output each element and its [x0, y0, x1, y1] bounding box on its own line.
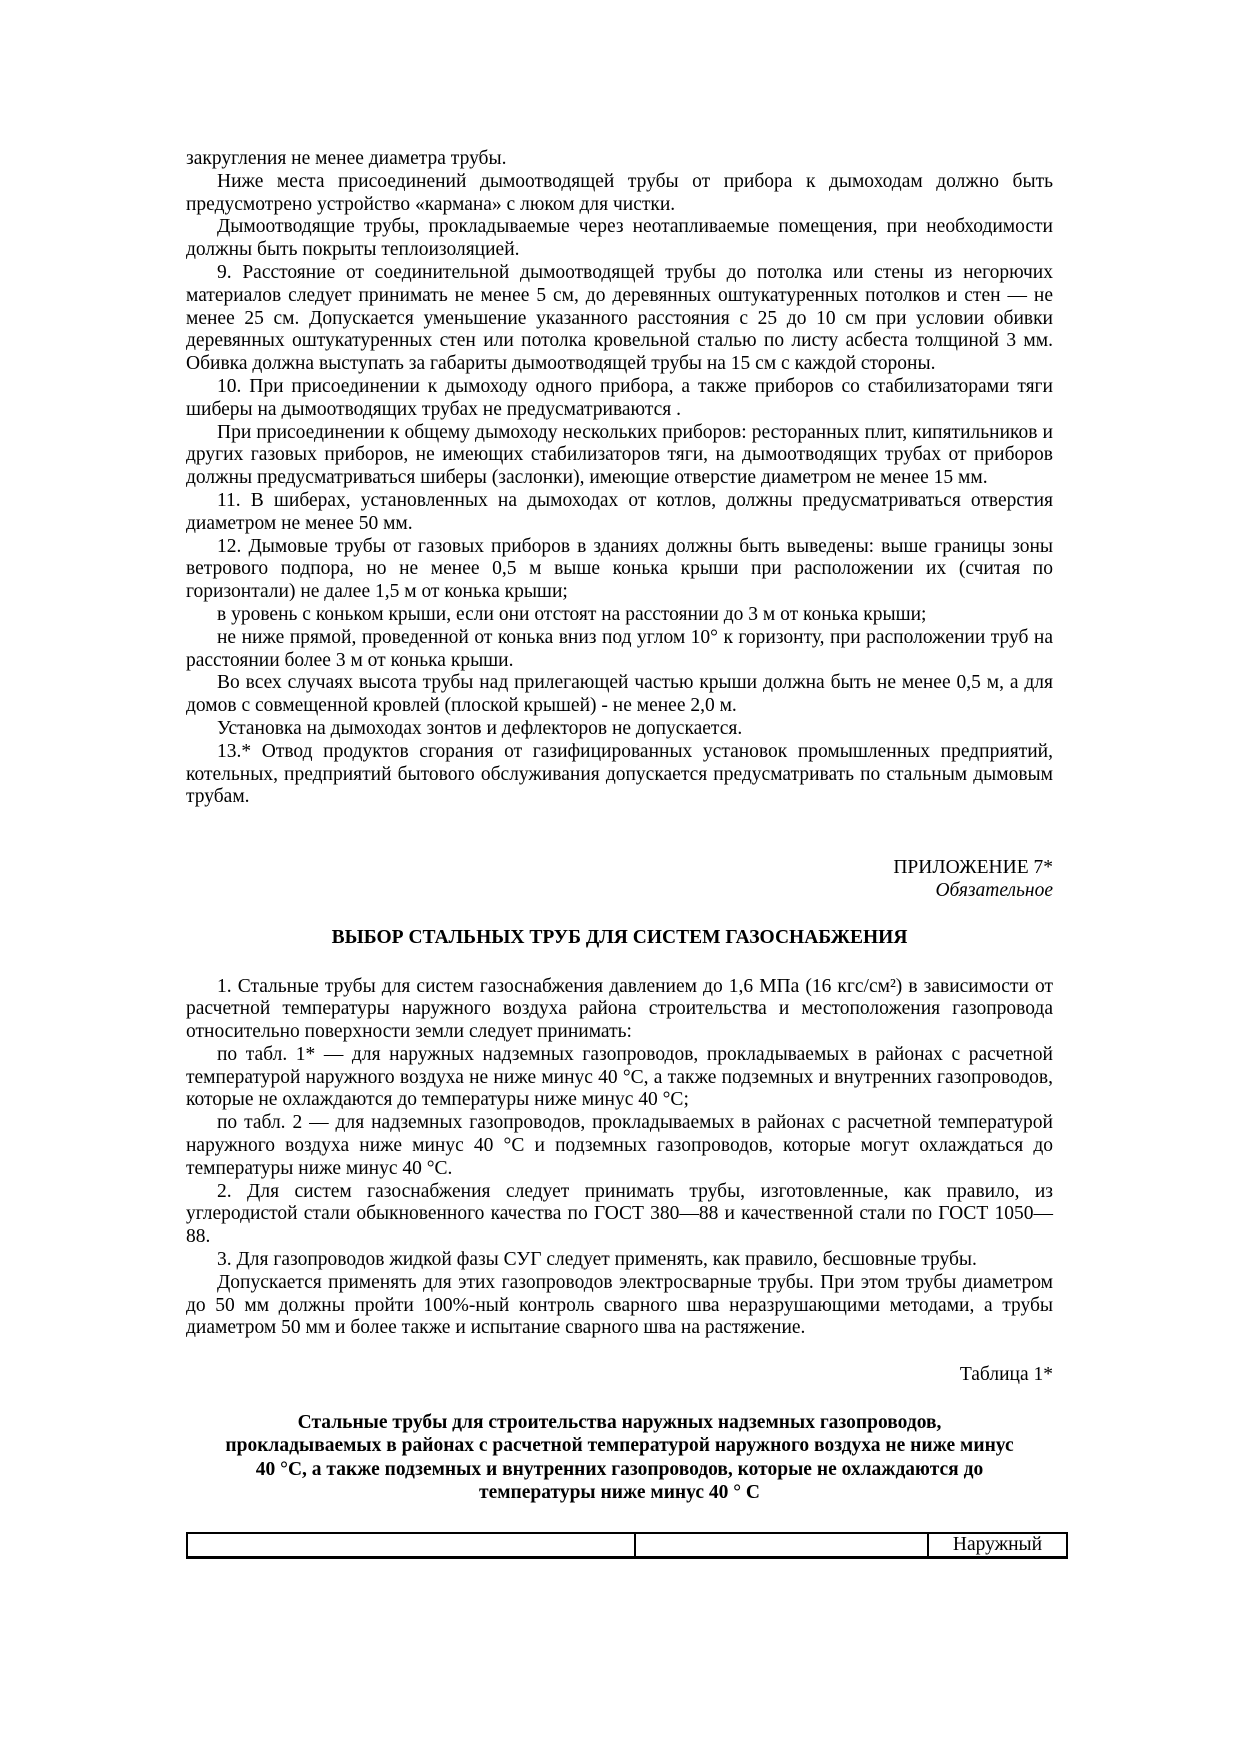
section-text-block [186, 976, 1053, 1341]
appendix-note: Обязательное [935, 879, 1053, 901]
body-text-block [186, 148, 1053, 809]
table-cell [187, 1533, 635, 1558]
body-paragraph: по табл. 2 — для надземных газопроводов, прокладываемых в районах с расчетной температурой наружного воздуха ниже минус 40 °С и подземных газопроводов, которые могут охлаждаться до температуры ниже минус 40 °С. [186, 1112, 1053, 1179]
table-row [187, 1533, 1067, 1558]
table-title-line: прокладываемых в районах с расчетной температурой наружного воздуха не ниже минус [225, 1435, 1014, 1457]
body-paragraph: Во всех случаях высота трубы над прилегающей частью крыши должна быть не менее 0,5 м, а для домов с совмещенной кровлей (плоской крышей) - не менее 2,0 м. [186, 672, 1053, 717]
body-paragraph: 10. При присоединении к дымоходу одного прибора, а также приборов со стабилизаторами тяги шиберы на дымоотводящих трубах не предусматриваются . [186, 375, 1053, 420]
table-title [186, 1411, 1053, 1504]
body-paragraph: 2. Для систем газоснабжения следует принимать трубы, изготовленные, как правило, из углеродистой стали обыкновенного качества по ГОСТ 380—88 и качественной стали по ГОСТ 1050—88. [186, 1180, 1053, 1248]
body-paragraph: 12. Дымовые трубы от газовых приборов в зданиях должны быть выведены: выше границы зоны ветрового подпора, но не менее 0,5 м выше конька крыши при расположении их (считая по горизонтали) не далее 1,5 м от конька крыши; [186, 535, 1053, 603]
body-paragraph: 3. Для газопроводов жидкой фазы СУГ следует применять, как правило, бесшовные трубы. [217, 1249, 977, 1271]
body-paragraph: по табл. 1* — для наружных надземных газопроводов, прокладываемых в районах с расчетной температурой наружного воздуха не ниже минус 40 °С, а также подземных и внутренних газопроводов, которые не охлаждаются до температуры ниже минус 40 °С; [186, 1043, 1053, 1111]
appendix-heading [186, 857, 1053, 903]
body-paragraph: Ниже места присоединений дымоотводящей трубы от прибора к дымоходам должно быть предусмотрено устройство «кармана» с люком для чистки. [186, 170, 1053, 215]
body-paragraph: 13.* Отвод продуктов сгорания от газифицированных установок промышленных предприятий, котельных, предприятий бытового обслуживания допускается предусматривать по стальным дымовым трубам. [186, 740, 1053, 808]
table-title-line: температуры ниже минус 40 ° С [479, 1481, 760, 1503]
body-paragraph: не ниже прямой, проведенной от конька вниз под углом 10° к горизонту, при расположении труб на расстоянии более 3 м от конька крыши. [186, 626, 1053, 671]
table-title-line: Стальные трубы для строительства наружных надземных газопроводов, [297, 1412, 942, 1434]
body-paragraph: Установка на дымоходах зонтов и дефлекторов не допускается. [217, 717, 743, 739]
body-paragraph: Допускается применять для этих газопроводов электросварные трубы. При этом трубы диаметром до 50 мм должны пройти 100%-ный контроль сварного шва неразрушающими методами, а трубы диаметром 50 мм и более также и испытание сварного шва на растяжение. [186, 1271, 1053, 1339]
steel-pipes-table [186, 1532, 1068, 1559]
body-paragraph: закругления не менее диаметра трубы. [186, 148, 507, 169]
body-paragraph: Дымоотводящие трубы, прокладываемые через неотапливаемые помещения, при необходимости должны быть покрыты теплоизоляцией. [186, 216, 1053, 261]
body-paragraph: в уровень с коньком крыши, если они отстоят на расстоянии до 3 м от конька крыши; [217, 603, 927, 625]
body-paragraph: При присоединении к общему дымоходу нескольких приборов: ресторанных плит, кипятильников и других газовых приборов, не имеющих стабилизаторов тяги, на дымоотводящих трубах от приборов должны предусматриваться шиберы (заслонки), имеющие отверстие диаметром не менее 15 мм. [186, 421, 1053, 489]
body-paragraph: 9. Расстояние от соединительной дымоотводящей трубы до потолка или стены из негорючих материалов следует принимать не менее 5 см, до деревянных оштукатуренных потолков и стен — не менее 25 см. Допускается уменьшение указанного расстояния с 25 до 10 см при условии обивки деревянных оштукатуренных стен или потолка кровельной сталью по листу асбеста толщиной 3 мм. Обивка должна выступать за габариты дымоотводящей трубы на 15 см с каждой стороны. [186, 261, 1053, 375]
section-title: ВЫБОР СТАЛЬНЫХ ТРУБ ДЛЯ СИСТЕМ ГАЗОСНАБЖЕНИЯ [331, 926, 908, 948]
table-cell: Наружный [928, 1533, 1067, 1558]
body-paragraph: 11. В шиберах, установленных на дымоходах от котлов, должны предусматриваться отверстия диаметром не менее 50 мм. [186, 489, 1053, 534]
appendix-label: ПРИЛОЖЕНИЕ 7* [893, 857, 1053, 879]
body-paragraph: 1. Стальные трубы для систем газоснабжения давлением до 1,6 МПа (16 кгс/см²) в зависимости от расчетной температуры наружного воздуха района строительства и местоположения газопровода относительно поверхности земли следует принимать: [186, 975, 1053, 1043]
table-label: Таблица 1* [959, 1364, 1053, 1386]
table-title-line: 40 °С, а также подземных и внутренних газопроводов, которые не охлаждаются до [255, 1458, 984, 1480]
table-cell [635, 1533, 928, 1558]
